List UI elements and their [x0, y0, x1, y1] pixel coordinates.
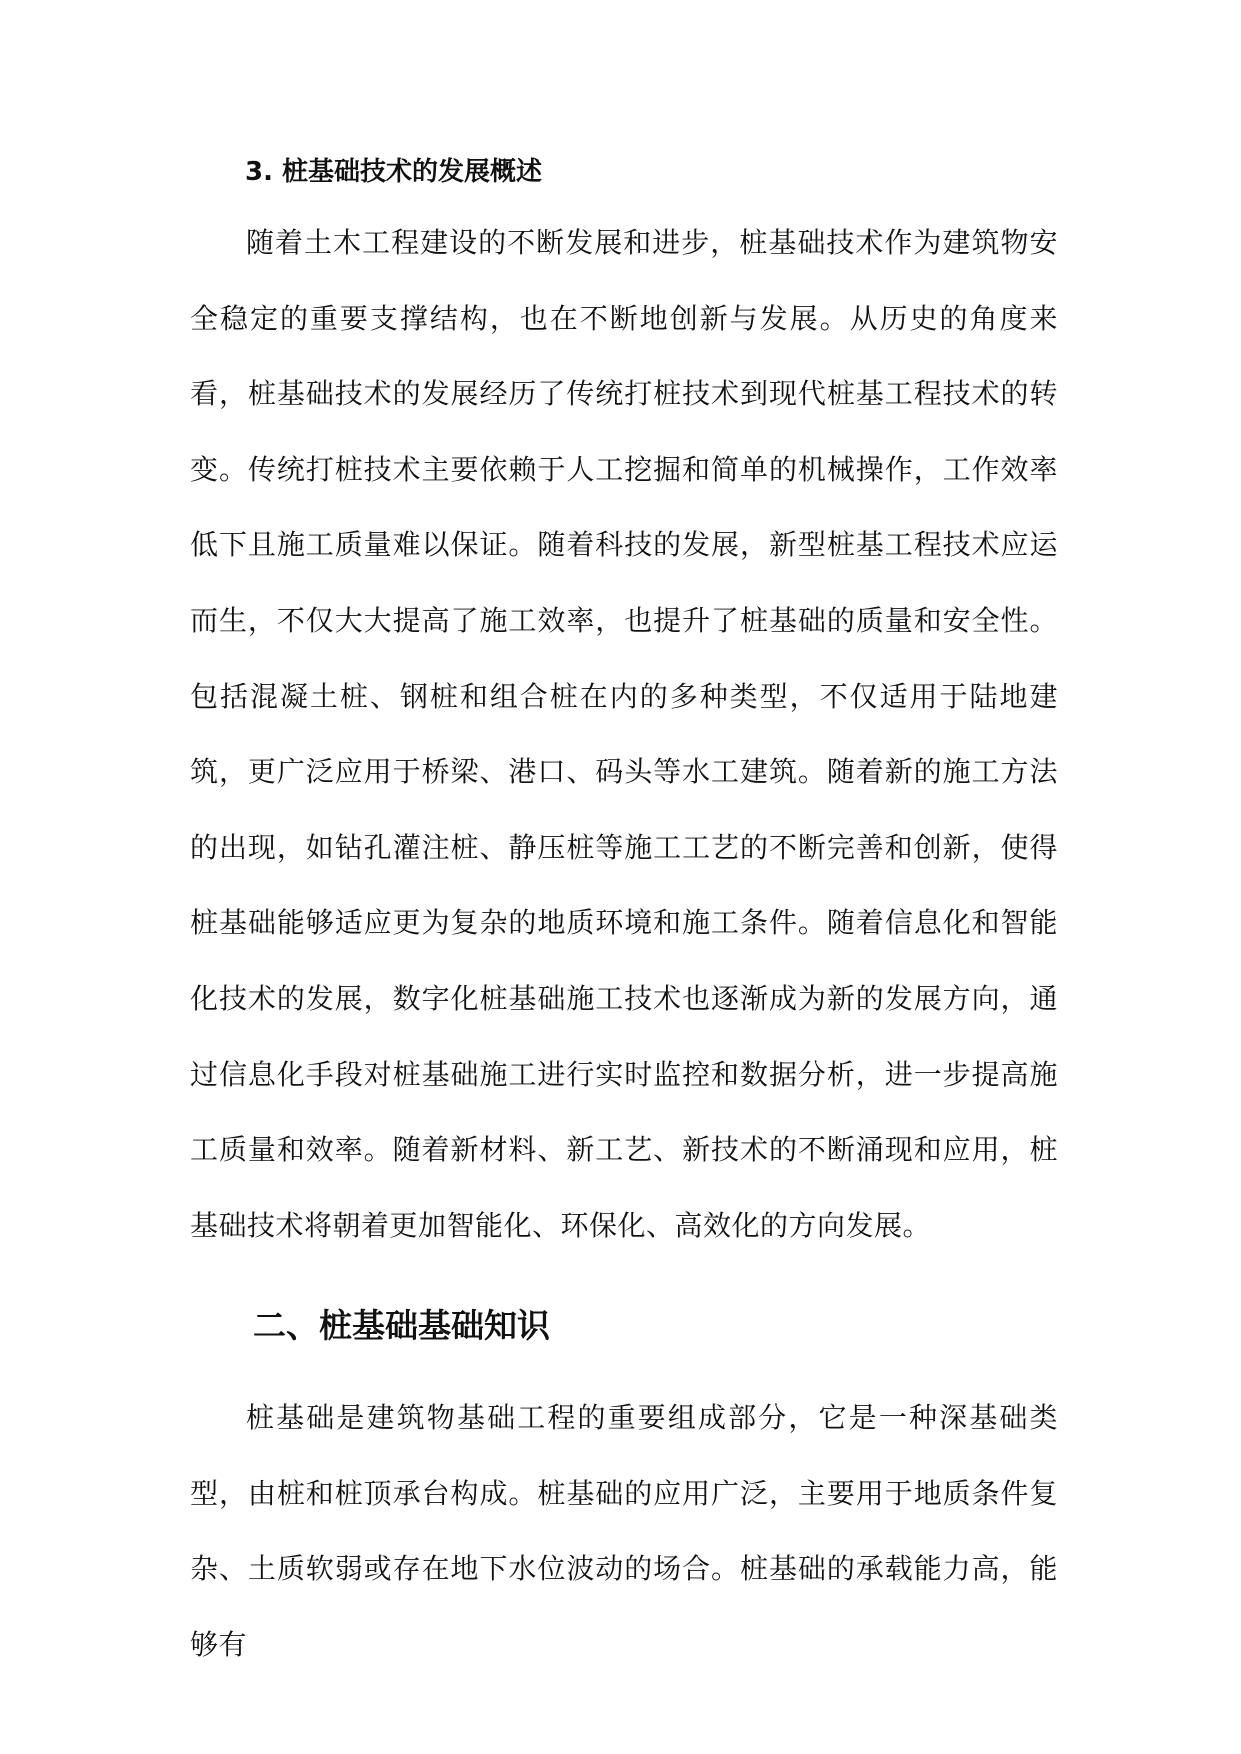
chapter-2-paragraph: 桩基础是建筑物基础工程的重要组成部分，它是一种深基础类型，由桩和桩顶承台构成。桩基础的应用广泛，主要用于地质条件复杂、土质软弱或存在地下水位波动的场合。桩基础的承载能力高，能够有	[190, 1401, 1058, 1661]
section-3-paragraph: 随着土木工程建设的不断发展和进步，桩基础技术作为建筑物安全稳定的重要支撑结构，也在不断地创新与发展。从历史的角度来看，桩基础技术的发展经历了传统打桩技术到现代桩基工程技术的转变。传统打桩技术主要依赖于人工挖掘和简单的机械操作，工作效率低下且施工质量难以保证。随着科技的发展，新型桩基工程技术应运而生，不仅大大提高了施工效率，也提升了桩基础的质量和安全性。包括混凝土桩、钢桩和组合桩在内的多种类型，不仅适用于陆地建筑，更广泛应用于桥梁、港口、码头等水工建筑。随着新的施工方法的出现，如钻孔灌注桩、静压桩等施工工艺的不断完善和创新，使得桩基础能够适应更为复杂的地质环境和施工条件。随着信息化和智能化技术的发展，数字化桩基础施工技术也逐渐成为新的发展方向，通过信息化手段对桩基础施工进行实时监控和数据分析，进一步提高施工质量和效率。随着新材料、新工艺、新技术的不断涌现和应用，桩基础技术将朝着更加智能化、环保化、高效化的方向发展。	[190, 226, 1058, 1242]
section-heading-3: 3. 桩基础技术的发展概述	[245, 157, 543, 187]
chapter-heading-2: 二、桩基础基础知识	[253, 1306, 550, 1345]
